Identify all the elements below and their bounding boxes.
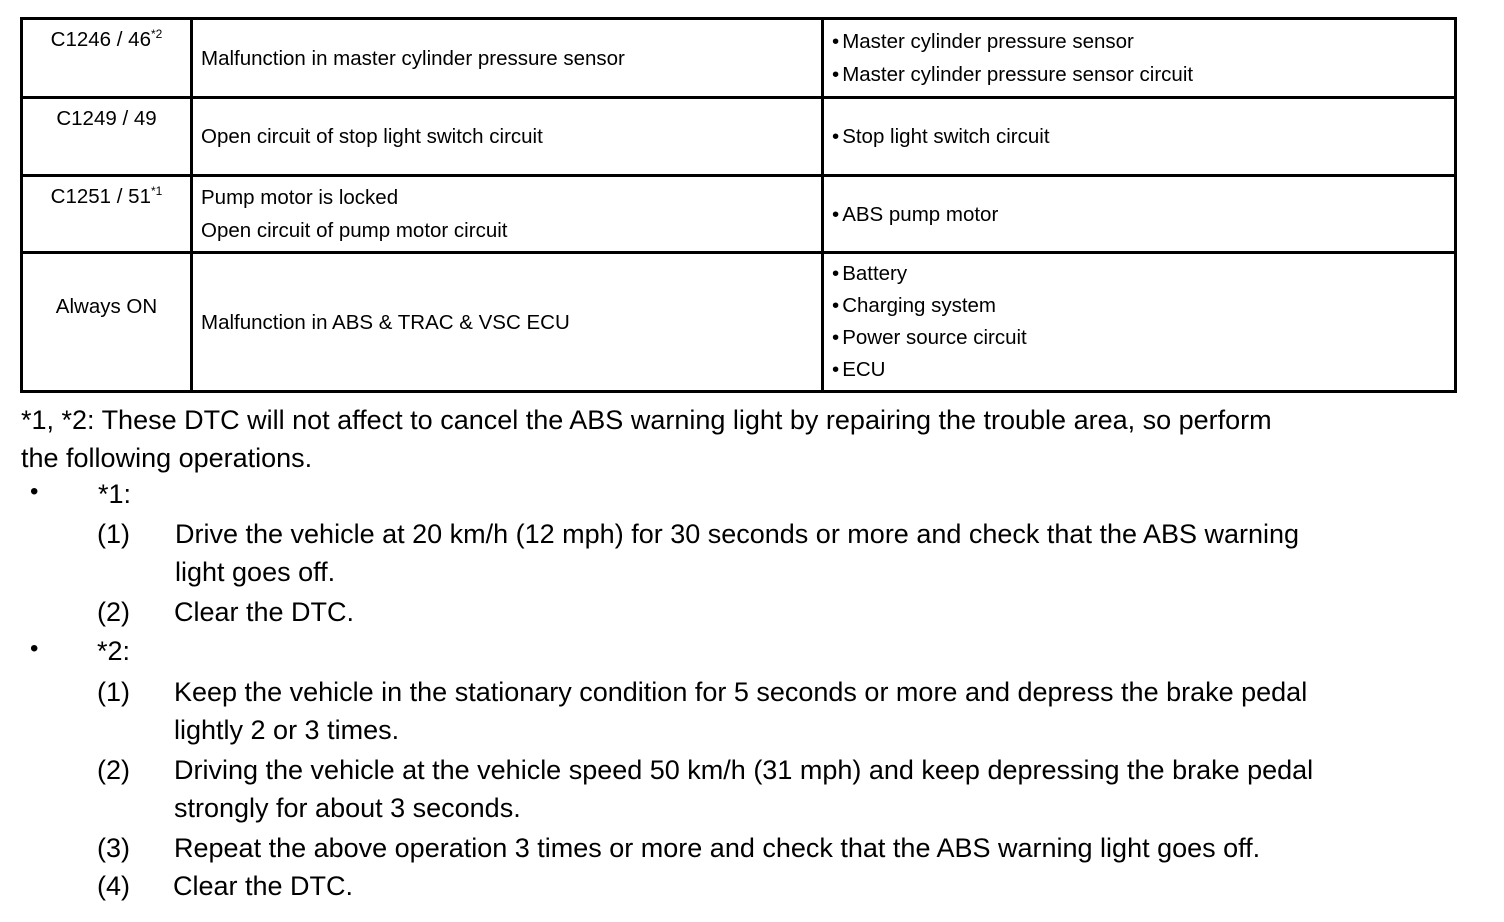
trouble-area-cell	[823, 176, 1456, 253]
procedure-label: *1:	[98, 479, 132, 509]
dtc-code-cell	[22, 176, 192, 253]
step-number: (2)	[97, 597, 130, 627]
footnote-paragraph	[21, 401, 1461, 477]
step-text	[174, 751, 1464, 827]
step-number: (3)	[97, 833, 130, 863]
step-line: Drive the vehicle at 20 km/h (12 mph) for 30 seconds or more and check that the ABS warning	[175, 519, 1300, 549]
trouble-cell	[192, 253, 823, 392]
dtc-table	[20, 17, 1457, 393]
step-line: Clear the DTC.	[174, 597, 355, 627]
bullet-icon: •	[30, 478, 39, 505]
step-text	[174, 593, 1464, 631]
table-row	[22, 19, 1456, 98]
step-line: Clear the DTC.	[173, 871, 354, 901]
dtc-code: C1251 / 51	[50, 185, 151, 208]
table-row	[22, 253, 1456, 392]
dtc-code-cell	[22, 253, 192, 392]
dtc-code: C1246 / 46	[50, 28, 151, 51]
step-line: Repeat the above operation 3 times or more and check that the ABS warning light goes off.	[174, 833, 1261, 863]
trouble-text	[201, 181, 813, 214]
trouble-text: Malfunction in ABS & TRAC & VSC ECU	[201, 310, 570, 334]
step-number: (4)	[97, 871, 130, 901]
step-number: (1)	[97, 519, 130, 549]
trouble-cell	[192, 176, 823, 253]
trouble-cell	[192, 19, 823, 98]
step-line: lightly 2 or 3 times.	[174, 715, 400, 745]
dtc-code-footnote: *2	[150, 27, 163, 42]
dtc-code: C1249 / 49	[56, 107, 157, 130]
step-text	[173, 867, 1463, 905]
trouble-text: Open circuit of stop light switch circuit	[201, 125, 543, 148]
step-line: strongly for about 3 seconds.	[174, 793, 521, 823]
trouble-area-item: • Master cylinder pressure sensor	[832, 25, 1446, 58]
trouble-area-item: • Stop light switch circuit	[832, 120, 1446, 153]
trouble-area-cell	[823, 19, 1456, 98]
step-text	[175, 515, 1465, 591]
trouble-area-item: • Battery	[832, 258, 1446, 290]
table-row	[22, 176, 1456, 253]
procedure-label: *2:	[97, 636, 131, 666]
step-line: light goes off.	[175, 557, 336, 587]
trouble-text: Malfunction in master cylinder pressure sensor	[201, 46, 625, 70]
trouble-text-line: Pump motor is locked	[201, 186, 399, 209]
trouble-area-item: • ABS pump motor	[832, 198, 1446, 231]
dtc-code-cell	[22, 98, 192, 176]
dtc-code-cell	[22, 19, 192, 98]
step-line: Driving the vehicle at the vehicle speed 50 km/h (31 mph) and keep depressing the brake pedal	[174, 755, 1314, 785]
footnote-line: the following operations.	[21, 443, 313, 473]
trouble-text	[201, 214, 813, 247]
step-text	[174, 673, 1464, 749]
trouble-area-item: • Charging system	[832, 290, 1446, 322]
trouble-area-item: • ECU	[832, 354, 1446, 386]
dtc-code-footnote: *1	[150, 184, 163, 199]
trouble-cell	[192, 98, 823, 176]
dtc-code: Always ON	[55, 295, 158, 318]
trouble-area-item: • Power source circuit	[832, 322, 1446, 354]
table-row	[22, 98, 1456, 176]
step-line: Keep the vehicle in the stationary condition for 5 seconds or more and depress the brake pedal	[174, 677, 1308, 707]
step-number: (2)	[97, 755, 130, 785]
footnote-line: *1, *2: These DTC will not affect to cancel the ABS warning light by repairing the trouble area, so perform	[21, 405, 1272, 435]
trouble-area-item: • Master cylinder pressure sensor circuit	[832, 58, 1446, 91]
trouble-area-cell	[823, 98, 1456, 176]
trouble-text-line: Open circuit of pump motor circuit	[201, 219, 508, 242]
step-text	[174, 829, 1464, 867]
trouble-area-cell	[823, 253, 1456, 392]
bullet-icon: •	[30, 635, 39, 662]
step-number: (1)	[97, 677, 130, 707]
